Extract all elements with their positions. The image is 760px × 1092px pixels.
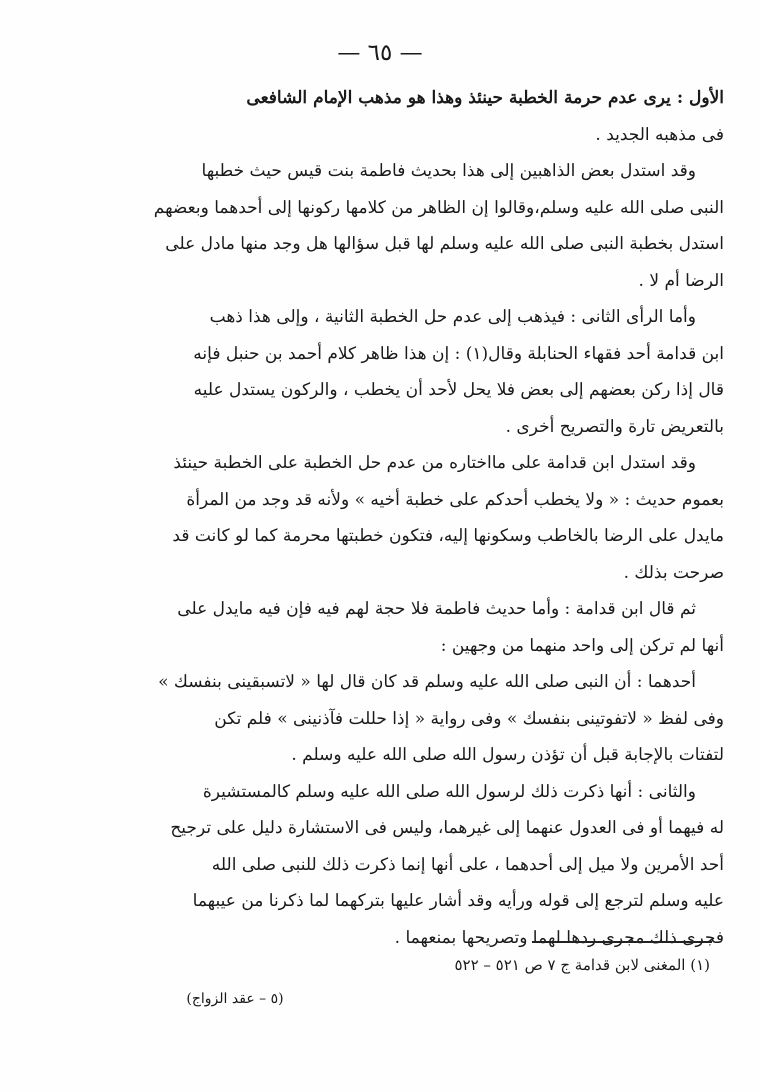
text-line: له فيهما أو فى العدول عنهما إلى غيرهما، وليس فى الاستشارة دليل على ترجيح — [170, 818, 724, 838]
text-line: صرحت بذلك . — [623, 562, 724, 583]
text-line: النبى صلى الله عليه وسلم،وقالوا إن الظاهر من كلامها ركونها إلى أحدهما وبعضهم — [153, 197, 724, 218]
text-line: فى مذهبه الجديد . — [595, 124, 724, 145]
text-line: بالتعريض تارة والتصريح أخرى . — [505, 416, 724, 437]
text-line: وقد استدل بعض الذاهبين إلى هذا بحديث فاطمة بنت قيس حيث خطبها — [201, 161, 696, 181]
text-line: قال إذا ركن بعضهم إلى بعض فلا يحل لأحد أن يخطب ، والركون يستدل عليه — [193, 380, 724, 400]
footnote: (١) المغنى لابن قدامة ج ٧ ص ٥٢١ – ٥٢٢ — [454, 956, 710, 974]
body-text — [140, 80, 724, 956]
text-line: استدل بخطبة النبى صلى الله عليه وسلم لها قبل سؤالها هل وجد منها مادل على — [165, 234, 724, 254]
footnote-divider — [532, 941, 712, 943]
text-line: أحد الأمرين ولا ميل إلى أحدهما ، على أنها إنما ذكرت ذلك للنبى صلى الله — [211, 854, 724, 875]
text-line: وفى لفظ « لاتفوتينى بنفسك » وفى رواية « إذا حللت فآذنينى » فلم تكن — [214, 708, 724, 729]
text-line: ثم قال ابن قدامة : وأما حديث فاطمة فلا حجة لهم فيه فإن فيه مايدل على — [177, 599, 696, 619]
text-line: أحدهما : أن النبى صلى الله عليه وسلم قد كان قال لها « لاتسبقينى بنفسك » — [158, 672, 696, 692]
text-line: عليه وسلم لترجع إلى قوله ورأيه وقد أشار عليها بتركهما لما ذكرنا من عيبهما — [192, 891, 724, 911]
page-number: — ٦٥ — — [337, 40, 423, 66]
text-line: لتفتات بالإجابة قبل أن تؤذن رسول الله صلى الله عليه وسلم . — [291, 745, 724, 765]
text-line: أنها لم تركن إلى واحد منهما من وجهين : — [440, 635, 724, 656]
text-line: مايدل على الرضا بالخاطب وسكونها إليه، فتكون خطبتها محرمة كما لو كانت قد — [172, 526, 724, 546]
text-line: والثانى : أنها ذكرت ذلك لرسول الله صلى الله عليه وسلم كالمستشيرة — [202, 781, 696, 802]
text-line: بعموم حديث : « ولا يخطب أحدكم على خطبة أخيه » ولأنه قد وجد من المرأة — [186, 489, 724, 510]
text-line: وقد استدل ابن قدامة على مااختاره من عدم حل الخطبة على الخطبة حينئذ — [173, 453, 696, 473]
text-line — [140, 80, 724, 117]
signature-mark: (٥ – عقد الزواج) — [186, 991, 284, 1007]
text-line: فجرى ذلك مجرى ردها لهما وتصريحها بمنعهما . — [394, 927, 724, 948]
text-line: الرضا أم لا . — [638, 270, 724, 291]
line-text: الأول : يرى عدم حرمة الخطبة حينئذ وهذا هو مذهب الإمام الشافعى — [246, 88, 724, 108]
text-line: وأما الرأى الثانى : فيذهب إلى عدم حل الخطبة الثانية ، وإلى هذا ذهب — [209, 307, 696, 327]
text-line: ابن قدامة أحد فقهاء الحنابلة وقال(١) : إن هذا ظاهر كلام أحمد بن حنبل فإنه — [193, 343, 724, 364]
